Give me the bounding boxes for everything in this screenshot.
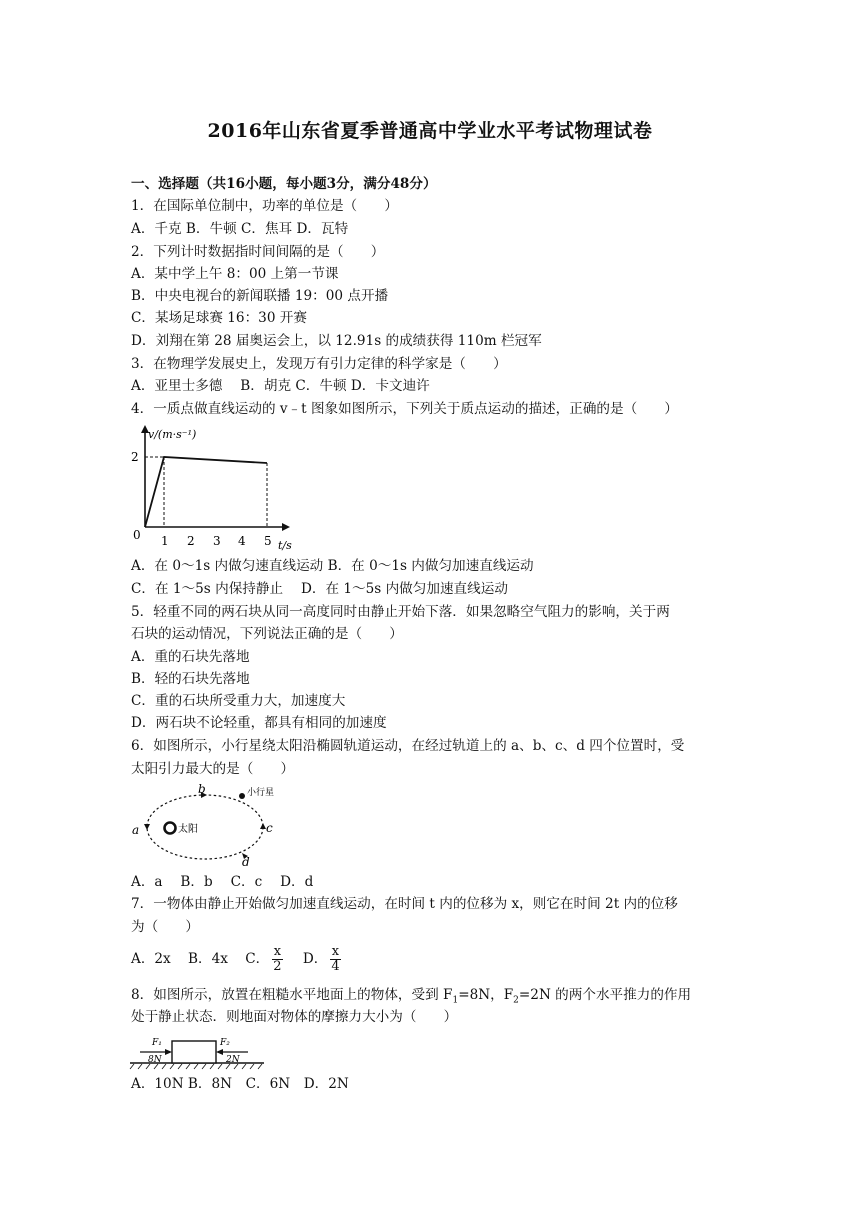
asteroid-label: 小行星 — [247, 788, 275, 798]
force-f1-value: 8N — [148, 1055, 162, 1065]
question-1-stem: 1．在国际单位制中，功率的单位是（ ） — [131, 198, 398, 214]
question-8-stem-line1: 8．如图所示，放置在粗糙水平地面上的物体，受到 $F_1=8N$，$F_2=2N$ 的两个水平推力的作用 — [131, 987, 692, 1006]
orbit-point-b: b — [198, 783, 206, 796]
question-1-options: A．千克 B．牛顿 C．焦耳 D．瓦特 — [131, 221, 349, 237]
question-3-options: A．亚里士多德 B．胡克 C．牛顿 D．卡文迪许 — [131, 378, 430, 394]
force-f2-label: F₂ — [220, 1038, 230, 1048]
orbit-point-a: a — [132, 823, 140, 837]
question-4-stem: 4．一质点做直线运动的 v﹣t 图象如图所示，下列关于质点运动的描述，正确的是（ ） — [131, 401, 678, 417]
section-heading: 一、选择题（共16小题，每小题3分，满分48分） — [131, 176, 437, 192]
question-6-options: A．a B．b C．c D．d — [131, 874, 314, 890]
question-5-stem-line2: 石块的运动情况，下列说法正确的是（ ） — [131, 626, 403, 642]
question-7-option-b: B．4x — [188, 951, 228, 967]
question-2-option-a: A．某中学上午 8：00 上第一节课 — [131, 266, 339, 282]
question-7-options — [131, 944, 344, 974]
block-forces-figure — [128, 1033, 268, 1071]
graph-y-label: v/(m·s⁻¹) — [148, 428, 197, 441]
graph-x-tick-2: 2 — [187, 534, 195, 548]
question-3-stem: 3．在物理学发展史上，发现万有引力定律的科学家是（ ） — [131, 356, 507, 372]
question-7-option-d: D． — [302, 951, 328, 967]
graph-origin: 0 — [133, 528, 141, 542]
question-4-options-cd: C．在 1～5s 内保持静止 D．在 1～5s 内做匀加速直线运动 — [131, 581, 508, 597]
question-7-stem-line1: 7．一物体由静止开始做匀加速直线运动，在时间 t 内的位移为 x，则它在时间 2t 内的位移 — [131, 896, 678, 912]
question-2-option-d: D．刘翔在第 28 届奥运会上，以 12.91s 的成绩获得 110m 栏冠军 — [131, 333, 542, 349]
asteroid-icon — [239, 793, 245, 799]
question-8-options: A．10N B．8N C．6N D．2N — [131, 1076, 349, 1092]
question-7-option-c: C． — [245, 951, 270, 967]
question-8-stem-line2: 处于静止状态．则地面对物体的摩擦力大小为（ ） — [131, 1009, 458, 1025]
question-4-options-ab: A．在 0～1s 内做匀速直线运动 B．在 0～1s 内做匀加速直线运动 — [131, 558, 534, 574]
question-5-option-d: D．两石块不论轻重，都具有相同的加速度 — [131, 715, 387, 731]
question-7-stem-line2: 为（ ） — [131, 919, 199, 935]
question-2-option-c: C．某场足球赛 16：30 开赛 — [131, 310, 307, 326]
question-2-option-b: B．中央电视台的新闻联播 19：00 点开播 — [131, 288, 389, 304]
fraction-x-over-4: $\frac{x}{4}$ — [331, 944, 340, 974]
question-7-option-a: A．2x — [131, 951, 171, 967]
orbit-figure — [128, 783, 278, 867]
graph-x-label: t/s — [278, 539, 292, 552]
question-5-stem-line1: 5．轻重不同的两石块从同一高度同时由静止开始下落．如果忽略空气阻力的影响，关于两 — [131, 604, 670, 620]
graph-x-tick-5: 5 — [264, 534, 272, 548]
orbit-point-d: d — [242, 855, 250, 867]
graph-x-tick-1: 1 — [161, 534, 169, 548]
question-6-stem-line2: 太阳引力最大的是（ ） — [131, 761, 295, 777]
question-5-option-b: B．轻的石块先落地 — [131, 671, 250, 687]
velocity-line — [145, 457, 267, 527]
question-2-stem: 2．下列计时数据指时间间隔的是（ ） — [131, 244, 385, 260]
velocity-time-graph — [128, 423, 298, 553]
orbit-point-c: c — [266, 821, 273, 835]
graph-x-tick-4: 4 — [238, 534, 246, 548]
question-5-option-c: C．重的石块所受重力大，加速度大 — [131, 693, 346, 709]
sun-label: 太阳 — [178, 824, 198, 835]
fraction-x-over-2: $\frac{x}{2}$ — [273, 944, 282, 974]
force-f2-value: 2N — [226, 1055, 240, 1065]
block — [172, 1041, 216, 1063]
question-6-stem-line1: 6．如图所示，小行星绕太阳沿椭圆轨道运动，在经过轨道上的 a、b、c、d 四个位置时，受 — [131, 738, 685, 754]
page-title: 2016年山东省夏季普通高中学业水平考试物理试卷 — [207, 120, 653, 142]
graph-y-tick: 2 — [131, 450, 139, 464]
question-5-option-a: A．重的石块先落地 — [131, 649, 250, 665]
force-f1-label: F₁ — [152, 1038, 162, 1048]
graph-x-tick-3: 3 — [213, 534, 221, 548]
sun-icon — [165, 823, 176, 834]
